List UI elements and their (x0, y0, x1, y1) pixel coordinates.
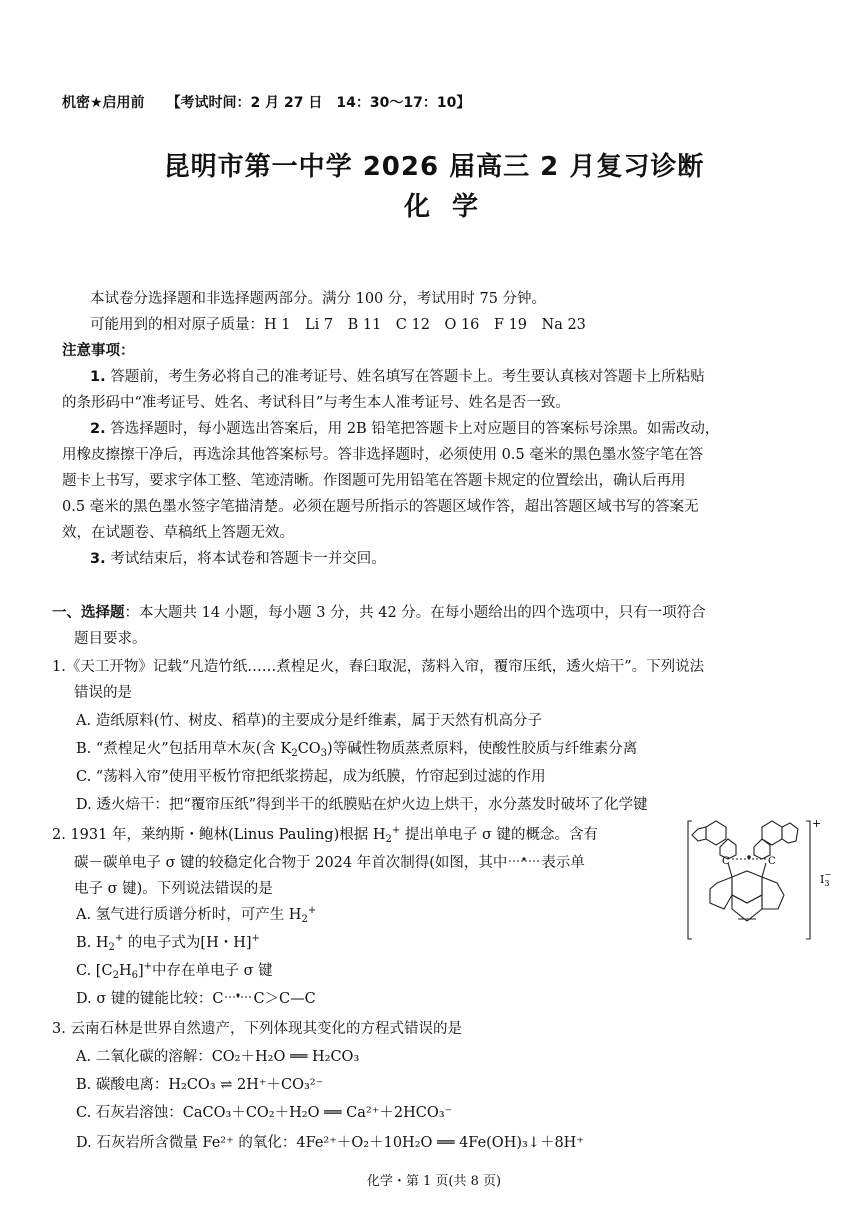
q3-option-b: B. 碳酸电离：H₂CO₃ ⇌ 2H⁺＋CO₃²⁻ (76, 1077, 324, 1093)
q2-h-sub: 2 (385, 834, 392, 845)
exam-time: 【考试时间：2 月 27 日 14：30～17：10】 (166, 95, 471, 111)
q2-option-a (76, 903, 316, 925)
q1-stem-1: 1.《天工开物》记载“凡造竹纸……煮楻足火，舂臼取泥，荡料入帘，覆帘压纸，透火焙干”。下列说法 (52, 659, 705, 675)
q1-option-c: C. “荡料入帘”使用平板竹帘把纸浆捞起，成为纸膜，竹帘起到过滤的作用 (76, 769, 546, 785)
notice-2-number: 2. (90, 421, 106, 437)
q1-b-sub2: 3 (320, 748, 328, 759)
notice-3-line-1: 考试结束后，将本试卷和答题卡一并交回。 (110, 551, 386, 567)
q1-option-b (76, 737, 637, 759)
intro-line-2: 可能用到的相对原子质量：H 1 Li 7 B 11 C 12 O 16 F 19 Na 23 (90, 317, 586, 333)
link-right (762, 863, 766, 877)
electron-dot (747, 855, 751, 859)
molecule-figure (684, 815, 834, 945)
q1-b-mid: CO (297, 741, 321, 757)
page-title: 昆明市第一中学 2026 届高三 2 月复习诊断 (163, 152, 705, 182)
iodide-sup: − (824, 870, 832, 879)
notice-2-line-5: 效，在试题卷、草稿纸上答题无效。 (62, 525, 294, 541)
notice-1-number: 1. (90, 369, 106, 385)
q2-option-c (76, 959, 273, 981)
notice-1-line-1: 答题前，考生务必将自己的准考证号、姓名填写在答题卡上。考生要认真核对答题卡上所粘贴 (110, 369, 705, 385)
notice-2-line-1: 答选择题时，每小题选出答案后，用 2B 铅笔把答题卡上对应题目的答案标号涂黑。如需改动， (110, 421, 720, 437)
notice-2-line-3: 题卡上书写，要求字体工整、笔迹清晰。作图题可先用铅笔在答题卡规定的位置绘出，确认后再用 (62, 473, 686, 489)
right-ring-2 (782, 823, 798, 843)
left-bracket (688, 821, 692, 939)
notice-3-number: 3. (90, 551, 106, 567)
single-electron-bond-icon (507, 854, 541, 868)
notice-1-line-2: 的条形码中“准考证号、姓名、考试科目”与考生本人准考证号、姓名是否一致。 (62, 395, 570, 411)
section-heading (52, 601, 706, 622)
q2-b-sub: 2 (108, 942, 115, 953)
left-c-label: C (722, 856, 730, 867)
notice-item-2 (90, 417, 719, 438)
q2-c-sub2: 2 (112, 970, 119, 981)
q2-d-pre: D. σ 键的键能比较：C (76, 991, 224, 1007)
notice-2-line-4: 0.5 毫米的黑色墨水签字笔描清楚。必须在题号所指示的答题区域作答，超出答题区域书写的答案无 (62, 499, 699, 515)
figure-charge: + (812, 817, 822, 830)
right-c-label: C (768, 856, 776, 867)
core-ring-bottom (732, 895, 762, 921)
core-ring-center (732, 871, 762, 903)
q2-a-sup: + (307, 905, 317, 916)
q2-stem1-post: 提出单电子 σ 键的概念。含有 (400, 827, 598, 843)
q2-stem-2 (74, 851, 585, 872)
q2-option-b (76, 931, 260, 953)
q3-option-d: D. 石灰岩所含微量 Fe²⁺ 的氧化：4Fe²⁺＋O₂＋10H₂O ══ 4Fe(OH)₃↓＋8H⁺ (76, 1135, 584, 1151)
q2-c-sub6: 6 (131, 970, 138, 981)
q2-c-end: 中存在单电子 σ 键 (152, 963, 273, 979)
notice-item-1 (90, 365, 705, 386)
subject-title: 化学 (403, 192, 500, 222)
header-line (62, 92, 470, 112)
q2-b-sup: + (114, 933, 124, 944)
q2-c-post: ] (137, 963, 144, 979)
q3-stem: 3. 云南石林是世界自然遗产，下列体现其变化的方程式错误的是 (52, 1021, 462, 1037)
q1-option-d: D. 透火焙干：把“覆帘压纸”得到半干的纸膜贴在炉火边上烘干，水分蒸发时破坏了化学键 (76, 797, 648, 813)
left-ring-2 (692, 827, 706, 841)
q2-stem2-text: 碳－碳单电子 σ 键的较稳定化合物于 2024 年首次制得(如图，其中 (74, 855, 508, 871)
intro-line-1: 本试卷分选择题和非选择题两部分。满分 100 分，考试用时 75 分钟。 (90, 291, 547, 307)
q2-option-d (76, 987, 316, 1008)
q2-stem-3: 电子 σ 键)。下列说法错误的是 (74, 881, 273, 897)
notice-heading: 注意事项： (62, 343, 135, 359)
section-line-1: ：本大题共 14 小题，每小题 3 分，共 42 分。在每小题给出的四个选项中，只有一项符合 (124, 605, 706, 621)
q2-b-pre: B. H (76, 935, 109, 951)
secret-label: 机密★启用前 (62, 95, 145, 111)
page-footer: 化学・第 1 页(共 8 页) (366, 1174, 502, 1189)
q1-b-sub: 2 (291, 748, 298, 759)
q3-option-a: A. 二氧化碳的溶解：CO₂＋H₂O ══ H₂CO₃ (76, 1049, 360, 1065)
section-title: 一、选择题 (52, 605, 125, 621)
q2-c-mid: H (118, 963, 132, 979)
q2-stem2-post: 表示单 (541, 855, 585, 871)
notice-item-3 (90, 547, 386, 568)
q2-a-pre: A. 氢气进行质谱分析时，可产生 H (76, 907, 302, 923)
q1-b-post: )等碱性物质蒸煮原料，使酸性胶质与纤维素分离 (327, 741, 638, 757)
iodide-sub: 3 (824, 879, 830, 888)
q1-b-pre: B. “煮楻足火”包括用草木灰(含 K (76, 741, 292, 757)
right-bracket (806, 821, 810, 939)
q2-stem-1 (52, 823, 598, 845)
q2-b-post: 的电子式为[H・H] (123, 935, 252, 951)
section-line-2: 题目要求。 (74, 631, 147, 647)
notice-2-line-2: 用橡皮擦擦干净后，再选涂其他答案标号。答非选择题时，必须使用 0.5 毫米的黑色墨水签字笔在答 (62, 447, 704, 463)
q1-option-a: A. 造纸原料(竹、树皮、稻草)的主要成分是纤维素，属于天然有机高分子 (76, 713, 543, 729)
q2-stem1-pre: 2. 1931 年，莱纳斯・鲍林(Linus Pauling)根据 H (52, 827, 386, 843)
core-ring-left (710, 877, 732, 909)
left-ring-1 (706, 821, 726, 845)
q1-stem-2: 错误的是 (74, 685, 132, 701)
single-electron-bond-icon-d (223, 990, 253, 1004)
q2-c-pre: C. [C (76, 963, 113, 979)
q2-b-sup2: + (251, 933, 260, 944)
q2-c-sup: + (143, 961, 153, 972)
iodide-label (820, 870, 831, 888)
core-ring-right (762, 877, 784, 909)
iodide-symbol: I (820, 873, 825, 886)
q2-d-post: C＞C—C (253, 991, 316, 1007)
q3-option-c: C. 石灰岩溶蚀：CaCO₃＋CO₂＋H₂O ══ Ca²⁺＋2HCO₃⁻ (76, 1105, 453, 1121)
q2-a-sub: 2 (301, 914, 308, 925)
q2-h-sup: + (391, 825, 401, 836)
